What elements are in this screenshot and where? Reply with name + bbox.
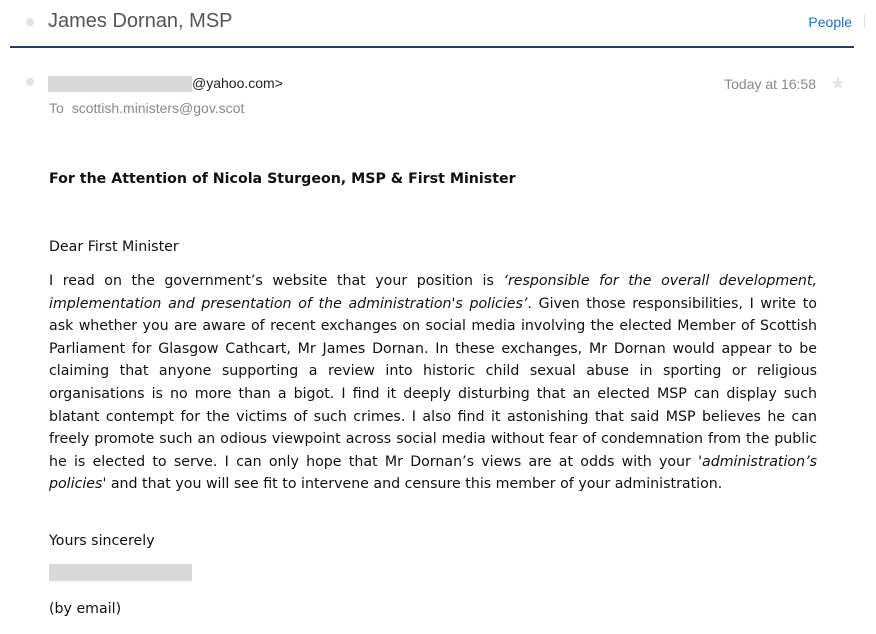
para-text-3: ' and that you will see fit to intervene and censure this member of your administration. <box>102 476 723 493</box>
unread-dot-icon <box>26 18 34 26</box>
sender-dot-icon <box>26 78 34 86</box>
people-button[interactable]: People <box>808 14 852 30</box>
divider <box>864 14 868 28</box>
para-quote-2: administration’s policies <box>49 453 817 493</box>
redacted-sender <box>48 76 192 92</box>
message-timestamp: Today at 16:58 <box>724 76 816 92</box>
recipient-address[interactable]: scottish.ministers@gov.scot <box>71 100 245 116</box>
conversation-header <box>10 0 854 48</box>
body-paragraph <box>49 270 817 496</box>
by-email-note: (by email) <box>49 601 122 617</box>
greeting: Dear First Minister <box>49 239 179 255</box>
to-label: To <box>49 100 64 116</box>
recipient-row <box>49 100 244 116</box>
star-icon[interactable]: ★ <box>829 73 846 93</box>
closing: Yours sincerely <box>49 533 155 549</box>
conversation-subject: James Dornan, MSP <box>48 10 233 32</box>
message-sender-row <box>10 74 846 94</box>
para-quote-1: ‘responsible for the overall development, implementation and presentation of the administration's policies’ <box>49 273 817 312</box>
sender-domain[interactable]: @yahoo.com> <box>192 75 283 91</box>
attention-line: For the Attention of Nicola Sturgeon, MSP & First Minister <box>49 171 516 187</box>
para-text-1: I read on the government’s website that your position is <box>49 273 504 289</box>
para-text-2: . Given those responsibilities, I write to ask whether you are aware of recent exchanges on social media involving the elected Member of Scottish Parliament for Glasgow Cathcart, Mr James Dornan. In these exchanges, Mr Dornan would appear to be claiming that anyone supporting a review into historic child sexual abuse in sporting or religious organisations is no more than a bigot. I find it deeply disturbing that an elected MSP can display such blatant contempt for the victims of such crimes. I also find it astonishing that said MSP believes he can freely promote such an odious viewpoint across social media without fear of condemnation from the public he is elected to serve. I can only hope that Mr Dornan’s views are at odds with your ' <box>49 295 817 470</box>
redacted-signature <box>49 564 192 581</box>
